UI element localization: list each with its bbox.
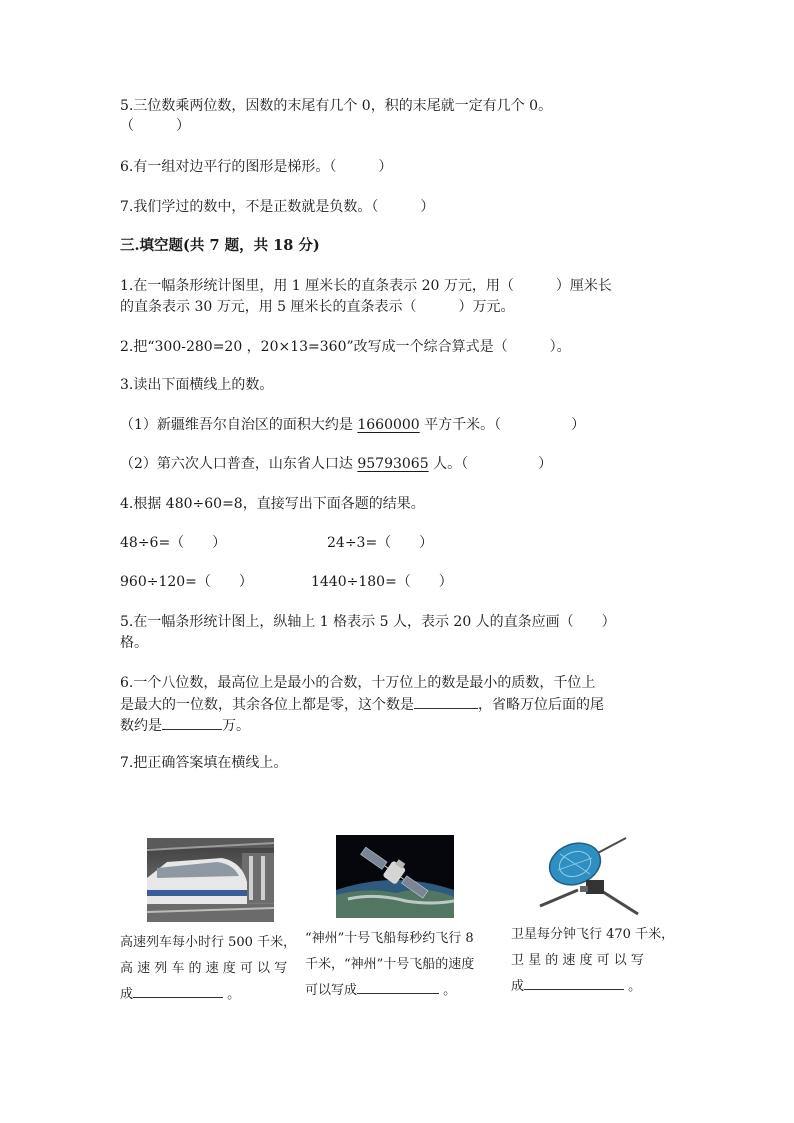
- fill-q4-item-d: 1440÷180=（ ）: [311, 574, 453, 590]
- shenzhou-caption-line1: “神州”十号飞船每秒约飞行 8: [305, 931, 474, 946]
- fill-q6-line1: 6.一个八位数，最高位上是最小的合数，十万位上的数是最小的质数，千位上: [120, 675, 596, 691]
- fill-q3-sub2-pre: （2）第六次人口普查，山东省人口达: [120, 456, 358, 472]
- fill-q6-line2-b: ，省略万位后面的尾: [478, 697, 604, 713]
- fill-q3-sub2-number: 95793065: [357, 456, 429, 472]
- fill-q6-line3-b: 万。: [222, 718, 250, 734]
- judge-q5-line1: 5.三位数乘两位数，因数的末尾有几个 0，积的末尾就一定有几个 0。: [120, 98, 553, 114]
- satellite-icon: [530, 836, 648, 918]
- judge-q7: 7.我们学过的数中，不是正数就是负数。（ ）: [120, 199, 435, 215]
- satellite-photo: [530, 836, 648, 918]
- fill-q6-blank-approx: [162, 715, 222, 730]
- fill-q6-blank-number: [414, 694, 478, 709]
- train-caption-line1: 高速列车每小时行 500 千米，: [120, 935, 297, 950]
- train-caption-prefix: 成: [120, 987, 134, 1002]
- fill-q4-item-a: 48÷6=（ ）: [120, 535, 227, 551]
- fill-q6-line2: [120, 694, 604, 715]
- shenzhou-caption-line2: 千米，“神州”十号飞船的速度: [305, 957, 475, 972]
- shenzhou-caption-line3: [305, 978, 456, 1004]
- shenzhou-answer-blank: [357, 979, 439, 994]
- fill-q5-line1: 5.在一幅条形统计图上，纵轴上 1 格表示 5 人，表示 20 人的直条应画（ ）: [120, 614, 616, 630]
- section3-title: 三.填空题(共 7 题，共 18 分): [120, 237, 320, 254]
- train-answer-blank: [133, 983, 223, 998]
- satellite-caption-line3: [511, 974, 641, 1000]
- fill-q2: 2.把“300-280=20 ，20×13=360”改写成一个综合算式是（ ）。: [120, 339, 571, 355]
- fill-q1-line2: 的直条表示 30 万元，用 5 厘米长的直条表示（ ）万元。: [120, 299, 515, 315]
- fill-q3-stem: 3.读出下面横线上的数。: [120, 377, 274, 393]
- fill-q6-line2-a: 是最大的一位数，其余各位上都是零，这个数是: [120, 697, 414, 713]
- satellite-caption-prefix: 成: [511, 979, 525, 994]
- satellite-answer-blank: [524, 975, 624, 990]
- fill-q7-stem: 7.把正确答案填在横线上。: [120, 755, 288, 771]
- fill-q4-stem: 4.根据 480÷60=8，直接写出下面各题的结果。: [120, 496, 425, 512]
- judge-q6: 6.有一组对边平行的图形是梯形。（ ）: [120, 159, 393, 175]
- fill-q6-line3-a: 数约是: [120, 718, 162, 734]
- train-caption-line2: 高 速 列 车 的 速 度 可 以 写: [120, 961, 288, 976]
- shenzhou-caption-prefix: 可以写成: [305, 983, 358, 998]
- satellite-caption-line1: 卫星每分钟飞行 470 千米，: [511, 927, 675, 942]
- fill-q3-sub1-post: 平方千米。（ ）: [419, 417, 586, 433]
- fill-q3-sub2: [120, 454, 552, 474]
- fill-q4-item-c: 960÷120=（ ）: [120, 574, 253, 590]
- satellite-caption-line2: 卫 星 的 速 度 可 以 写: [511, 953, 644, 968]
- spacecraft-icon: [336, 835, 454, 918]
- judge-q5-line2: （ ）: [120, 118, 190, 134]
- shenzhou-caption-end: 。: [439, 983, 457, 998]
- fill-q1-line1: 1.在一幅条形统计图里，用 1 厘米长的直条表示 20 万元，用（ ）厘米长: [120, 278, 612, 294]
- train-caption-line3: [120, 982, 240, 1008]
- fill-q5-line2: 格。: [120, 635, 148, 651]
- fill-q3-sub1: [120, 415, 585, 435]
- train-icon: [147, 838, 274, 922]
- fill-q3-sub1-pre: （1）新疆维吾尔自治区的面积大约是: [120, 417, 358, 433]
- fill-q6-line3: [120, 715, 250, 736]
- spacecraft-photo: [336, 835, 454, 918]
- fill-q4-item-b: 24÷3=（ ）: [327, 535, 434, 551]
- train-photo: [147, 838, 274, 922]
- train-caption-end: 。: [223, 987, 241, 1002]
- fill-q3-sub2-post: 人。（ ）: [428, 456, 553, 472]
- satellite-caption-end: 。: [624, 979, 642, 994]
- fill-q3-sub1-number: 1660000: [357, 417, 420, 433]
